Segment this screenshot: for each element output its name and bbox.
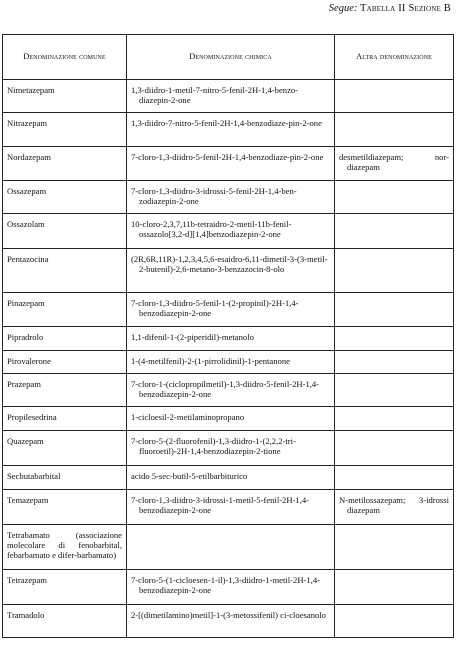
cell-common-name xyxy=(3,293,127,327)
cell-common-name xyxy=(3,466,127,490)
running-head-title: Tabella II Sezione B xyxy=(359,3,451,14)
table-row xyxy=(3,466,454,490)
cell-chemical-name xyxy=(127,181,335,214)
chemical-name-text: 1,3-diidro-1-metil-7-nitro-5-fenil-2H-1,4-benzo-diazepin-2-one xyxy=(131,85,299,106)
cell-common-name xyxy=(3,407,127,431)
cell-chemical-name xyxy=(127,249,335,293)
common-name-text: Tetrazepam xyxy=(7,575,47,585)
common-name-text: Prazepam xyxy=(7,379,41,389)
common-name-text: Tramadolo xyxy=(7,610,45,620)
table-row xyxy=(3,570,454,605)
chemical-name-text: 1,3-diidro-7-nitro-5-fenil-2H-1,4-benzodiaze-pin-2-one xyxy=(131,118,322,128)
cell-other-name xyxy=(335,407,454,431)
common-name-text: Propilesedrina xyxy=(7,412,57,422)
table-row xyxy=(3,490,454,525)
table-row xyxy=(3,327,454,351)
cell-chemical-name xyxy=(127,490,335,525)
common-name-text: Pipradrolo xyxy=(7,332,44,342)
chemical-name-text: 7-cloro-1,3-diidro-3-idrossi-1-metil-5-fenil-2H-1,4-benzodiazepin-2-one xyxy=(131,495,310,516)
cell-chemical-name xyxy=(127,407,335,431)
cell-chemical-name xyxy=(127,214,335,249)
cell-chemical-name xyxy=(127,113,335,147)
table-row xyxy=(3,525,454,570)
cell-other-name xyxy=(335,327,454,351)
chemical-name-text: 7-cloro-1,3-diidro-5-fenil-2H-1,4-benzodiaze-pin-2-one xyxy=(131,152,324,162)
table-row xyxy=(3,249,454,293)
common-name-text: Ossazolam xyxy=(7,219,45,229)
cell-chemical-name xyxy=(127,466,335,490)
common-name-text: Tetrabamato (associazione molecolare di fenobarbital, febarbamato e difer-barbamato) xyxy=(7,530,122,561)
chemical-name-text: 7-cloro-1,3-diidro-3-idrossi-5-fenil-2H-1,4-ben-zodiazepin-2-one xyxy=(131,186,297,207)
cell-common-name xyxy=(3,431,127,466)
table-row xyxy=(3,80,454,113)
common-name-text: Ossazepam xyxy=(7,186,47,196)
cell-other-name xyxy=(335,374,454,407)
table-row xyxy=(3,374,454,407)
cell-other-name xyxy=(335,181,454,214)
substances-table xyxy=(2,34,454,638)
column-header-other-name: Altra denominazione xyxy=(335,35,454,80)
common-name-text: Pirovalerone xyxy=(7,356,51,366)
chemical-name-text: acido 5-sec-butil-5-etilbarbiturico xyxy=(131,471,248,481)
cell-chemical-name xyxy=(127,351,335,374)
chemical-name-text: 1-cicloesil-2-metilaminopropano xyxy=(131,412,245,422)
chemical-name-text: 7-cloro-5-(1-cicloesen-1-il)-1,3-diidro-1-metil-2H-1,4-benzodiazepin-2-one xyxy=(131,575,320,596)
cell-common-name xyxy=(3,214,127,249)
table-header-row xyxy=(3,35,454,80)
table-body xyxy=(3,80,454,638)
cell-chemical-name xyxy=(127,80,335,113)
cell-common-name xyxy=(3,181,127,214)
other-name-text: desmetildiazepam; nor-diazepam xyxy=(339,152,449,173)
table-row xyxy=(3,431,454,466)
cell-chemical-name xyxy=(127,570,335,605)
cell-common-name xyxy=(3,351,127,374)
common-name-text: Nordazepam xyxy=(7,152,51,162)
cell-common-name xyxy=(3,605,127,638)
chemical-name-text: 7-cloro-5-(2-fluorofenil)-1,3-diidro-1-(2,2,2-tri-fluoroetil)-2H-1,4-benzodiazepin-2-tione xyxy=(131,436,296,457)
cell-common-name xyxy=(3,113,127,147)
cell-chemical-name xyxy=(127,147,335,181)
cell-chemical-name xyxy=(127,525,335,570)
table-row xyxy=(3,181,454,214)
cell-common-name xyxy=(3,490,127,525)
table-row xyxy=(3,605,454,638)
cell-common-name xyxy=(3,327,127,351)
cell-other-name xyxy=(335,431,454,466)
cell-other-name xyxy=(335,570,454,605)
table-row xyxy=(3,293,454,327)
cell-common-name xyxy=(3,570,127,605)
common-name-text: Nitrazepam xyxy=(7,118,48,128)
common-name-text: Temazepam xyxy=(7,495,49,505)
cell-other-name xyxy=(335,490,454,525)
cell-other-name xyxy=(335,249,454,293)
chemical-name-text: 7-cloro-1,3-diidro-5-fenil-1-(2-propinil)-2H-1,4-benzodiazepin-2-one xyxy=(131,298,299,319)
chemical-name-text: (2R,6R,11R)-1,2,3,4,5,6-esaidro-6,11-dimetil-3-(3-metil-2-butenil)-2,6-metano-3-benzazocin-8-olo xyxy=(131,254,328,275)
column-header-common-name: Denominazione comune xyxy=(3,35,127,80)
running-head xyxy=(329,3,451,14)
cell-other-name xyxy=(335,525,454,570)
cell-other-name xyxy=(335,351,454,374)
chemical-name-text: 2-[(dimetilamino)metil]-1-(3-metossifenil) ci-cloesanolo xyxy=(131,610,326,620)
chemical-name-text: 10-cloro-2,3,7,11b-tetraidro-2-metil-11b-fenil-ossazolo[3,2-d][1,4]benzodiazepin-2-one xyxy=(131,219,292,240)
common-name-text: Pinazepam xyxy=(7,298,45,308)
cell-other-name xyxy=(335,605,454,638)
common-name-text: Nimetazepam xyxy=(7,85,55,95)
cell-common-name xyxy=(3,80,127,113)
cell-chemical-name xyxy=(127,327,335,351)
chemical-name-text: 1,1-difenil-1-(2-piperidil)-metanolo xyxy=(131,332,254,342)
table-row xyxy=(3,351,454,374)
cell-other-name xyxy=(335,80,454,113)
table-row xyxy=(3,407,454,431)
common-name-text: Quazepam xyxy=(7,436,44,446)
cell-chemical-name xyxy=(127,374,335,407)
chemical-name-text: 1-(4-metilfenil)-2-(1-pirrolidinil)-1-pentanone xyxy=(131,356,290,366)
cell-chemical-name xyxy=(127,605,335,638)
cell-common-name xyxy=(3,374,127,407)
column-header-chemical-name: Denominazione chimica xyxy=(127,35,335,80)
cell-common-name xyxy=(3,249,127,293)
cell-common-name xyxy=(3,147,127,181)
cell-other-name xyxy=(335,147,454,181)
cell-other-name xyxy=(335,113,454,147)
running-head-prefix: Segue: xyxy=(328,3,358,14)
table-row xyxy=(3,147,454,181)
cell-common-name xyxy=(3,525,127,570)
cell-chemical-name xyxy=(127,431,335,466)
common-name-text: Secbutabarbital xyxy=(7,471,61,481)
cell-other-name xyxy=(335,293,454,327)
common-name-text: Pentazocina xyxy=(7,254,49,264)
cell-other-name xyxy=(335,466,454,490)
cell-chemical-name xyxy=(127,293,335,327)
table-row xyxy=(3,214,454,249)
table-row xyxy=(3,113,454,147)
cell-other-name xyxy=(335,214,454,249)
chemical-name-text: 7-cloro-1-(ciclopropilmetil)-1,3-diidro-5-fenil-2H-1,4-benzodiazepin-2-one xyxy=(131,379,320,400)
other-name-text: N-metilossazepam; 3-idrossi diazepam xyxy=(339,495,449,516)
